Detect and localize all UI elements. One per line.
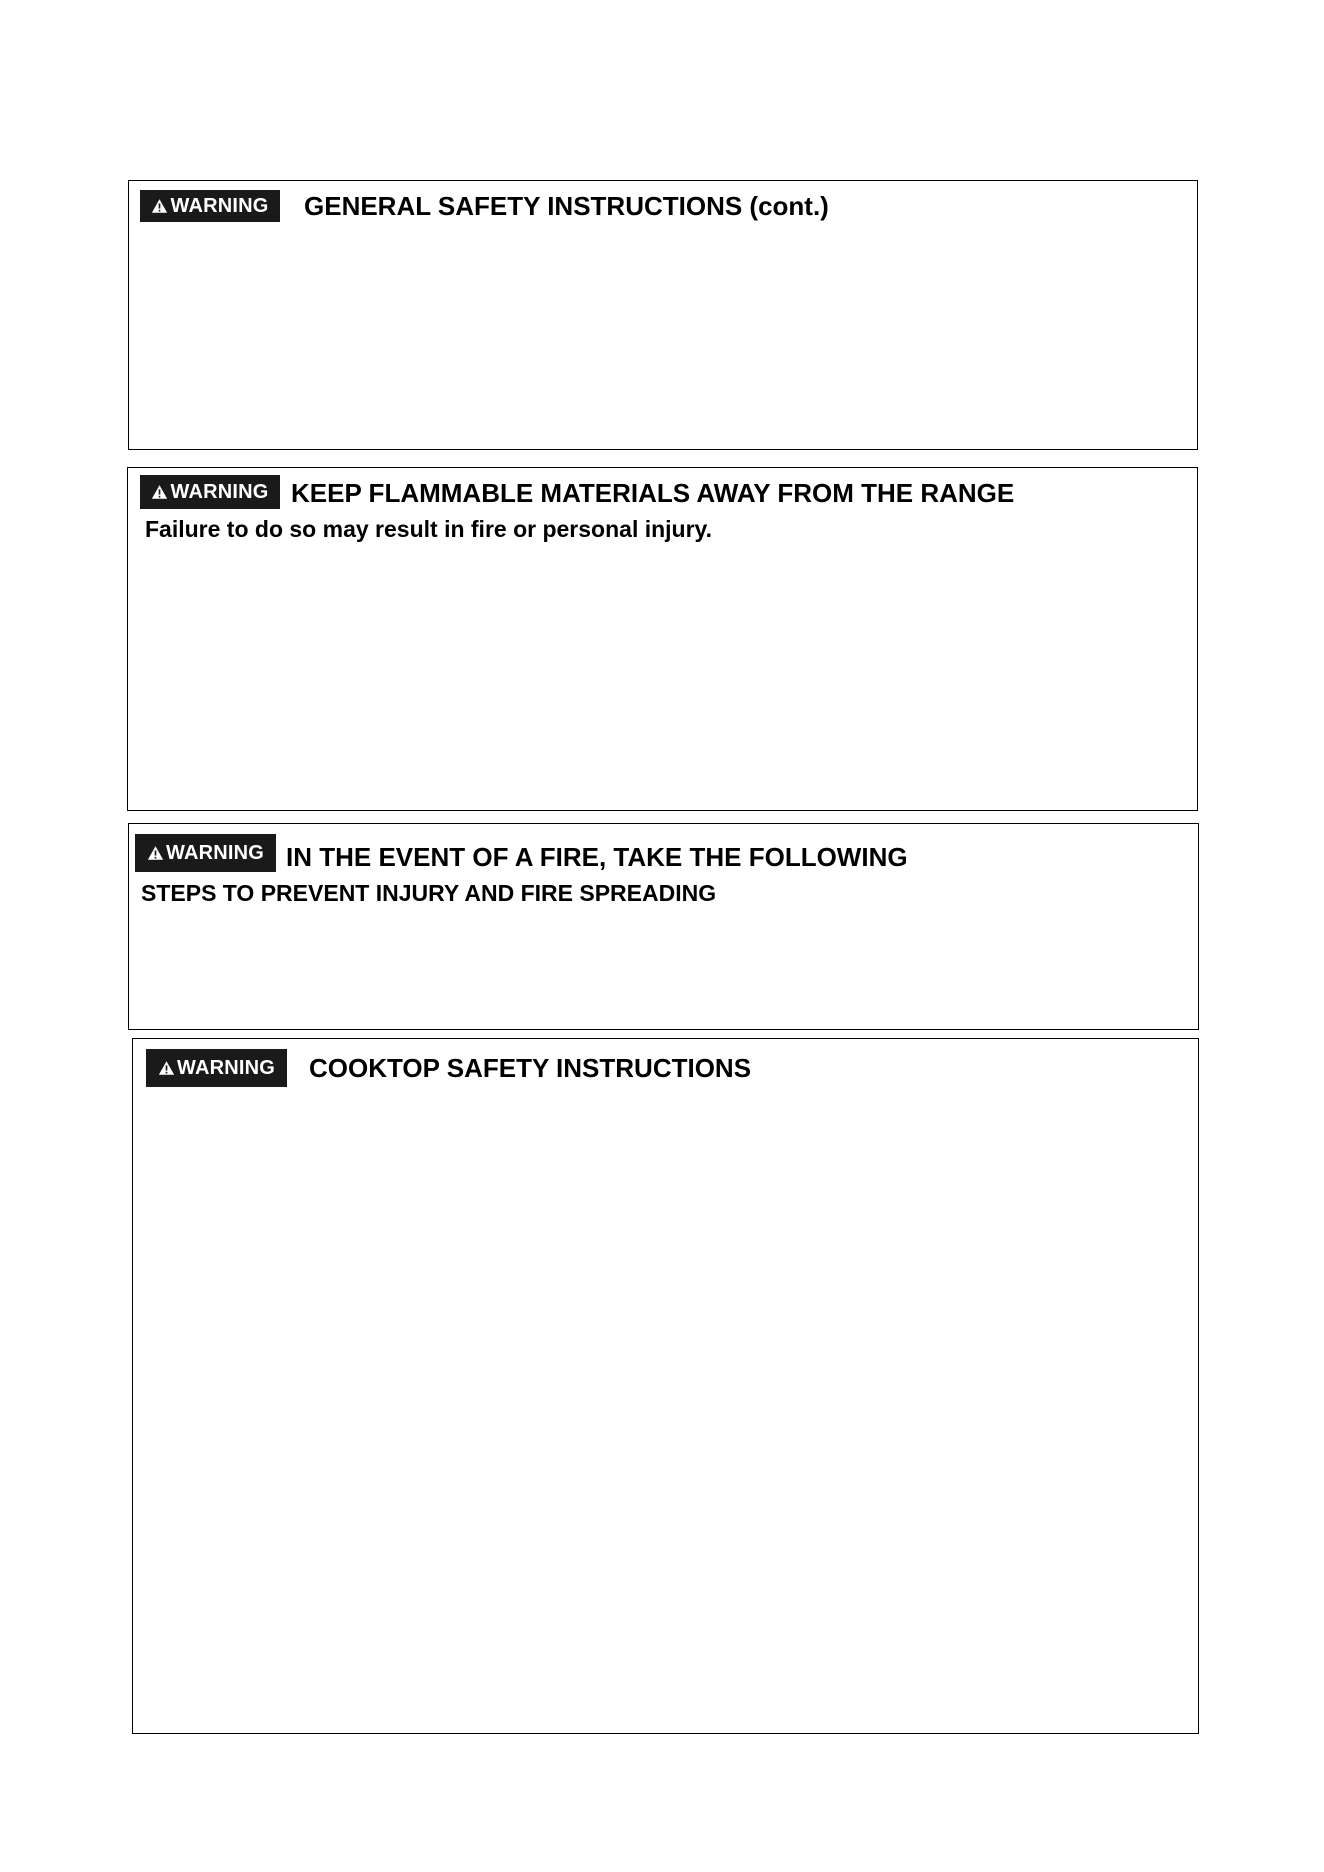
warning-triangle-icon (151, 484, 168, 500)
section-general-safety (128, 180, 1198, 450)
warning-triangle-icon (151, 198, 168, 214)
section-heading: KEEP FLAMMABLE MATERIALS AWAY FROM THE RANGE (291, 478, 1015, 508)
section-subline: Failure to do so may result in fire or personal injury. (145, 516, 713, 542)
section-heading: GENERAL SAFETY INSTRUCTIONS (cont.) (304, 191, 829, 221)
section-fire-event (128, 823, 1199, 1030)
section-heading: COOKTOP SAFETY INSTRUCTIONS (309, 1053, 752, 1083)
section-flammable-materials (127, 467, 1198, 811)
warning-badge (140, 190, 280, 222)
warning-badge-label: WARNING (170, 194, 269, 217)
section-heading: IN THE EVENT OF A FIRE, TAKE THE FOLLOWING (286, 842, 908, 872)
warning-triangle-icon (147, 845, 164, 861)
warning-badge (135, 834, 276, 872)
warning-badge (146, 1049, 287, 1087)
section-cooktop-safety (132, 1038, 1199, 1734)
warning-badge-label: WARNING (165, 841, 265, 864)
warning-triangle-icon (158, 1060, 175, 1076)
warning-badge-label: WARNING (176, 1056, 276, 1079)
warning-badge-label: WARNING (170, 480, 269, 503)
section-subline: STEPS TO PREVENT INJURY AND FIRE SPREADING (141, 880, 717, 906)
warning-badge (140, 475, 280, 509)
